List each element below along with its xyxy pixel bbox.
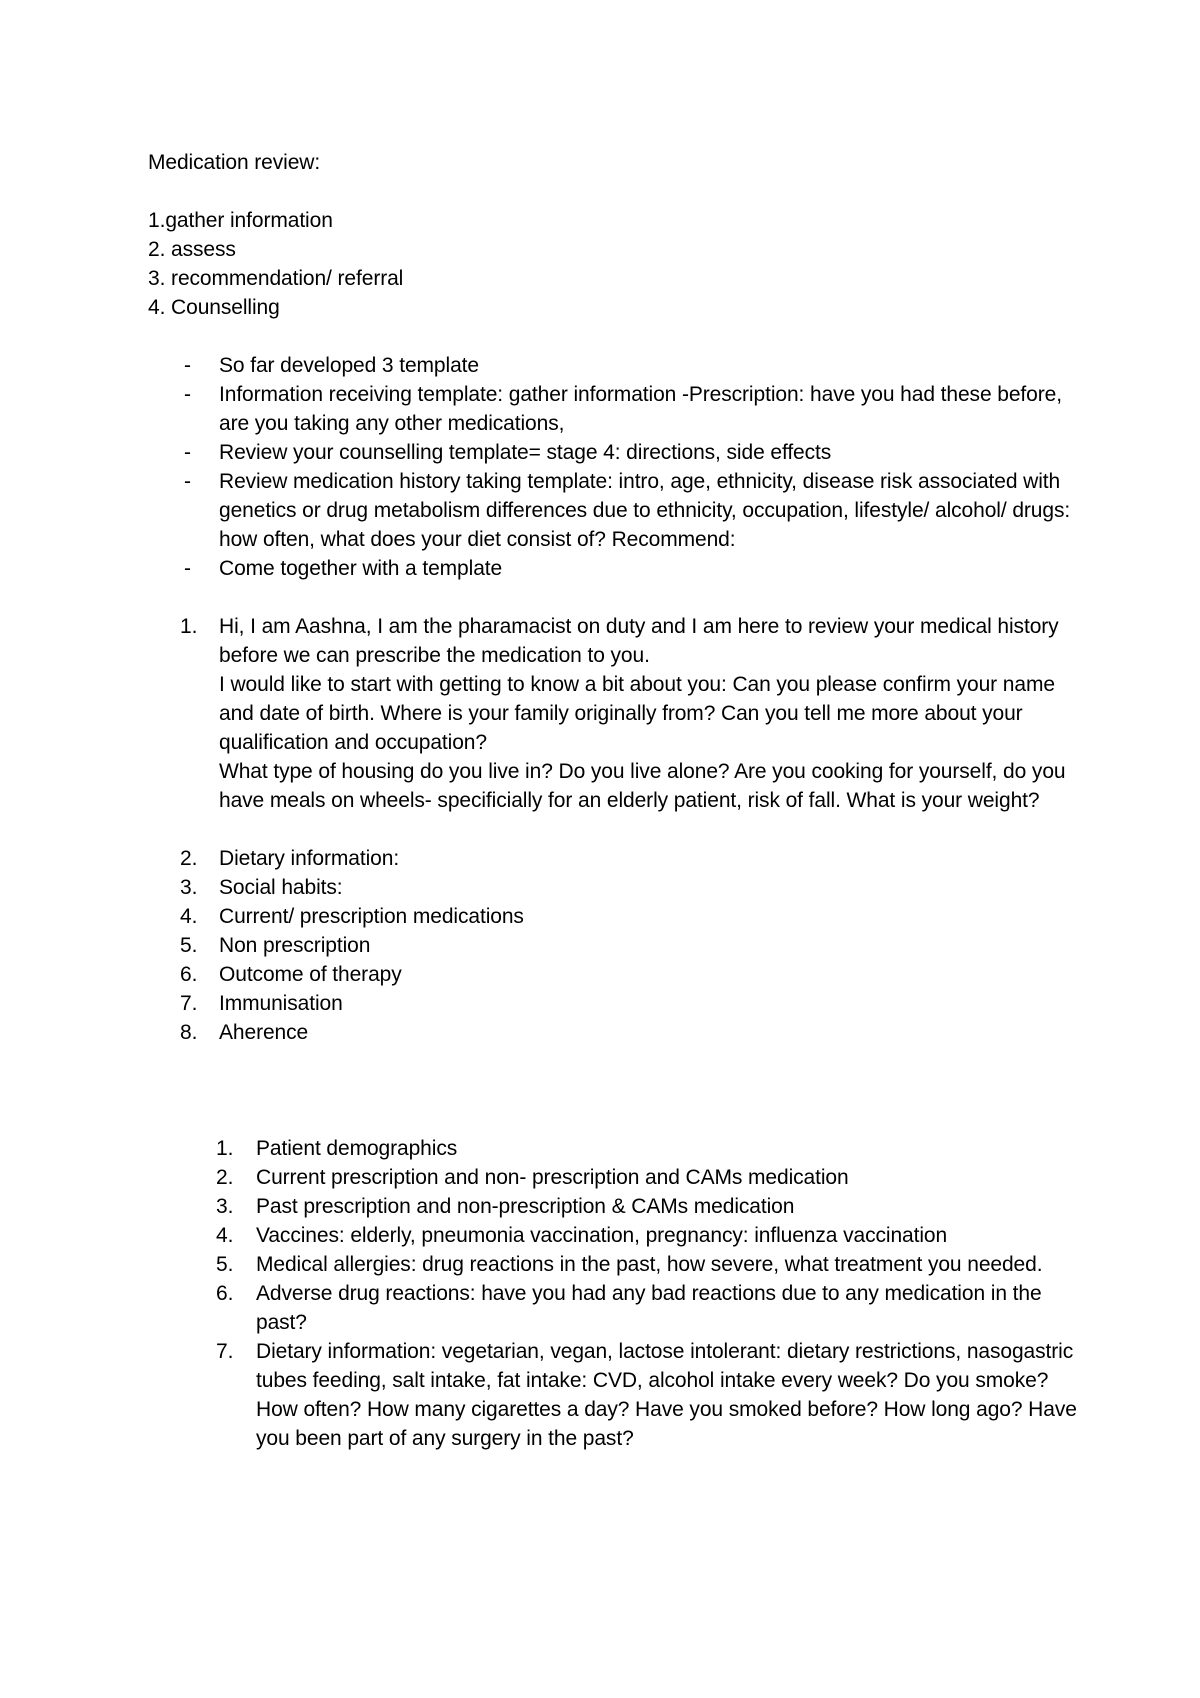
template-notes-list [148,351,1088,583]
steps-list [148,206,1088,322]
list-item [148,1250,1088,1279]
list-item [148,1134,1088,1163]
spacer [148,815,1088,844]
list-number: 7. [216,1340,234,1363]
intro-paragraph: Hi, I am Aashna, I am the pharamacist on duty and I am here to review your medical history before we can prescribe the medication to you. [219,615,1059,667]
list-item [148,351,1088,380]
document-title: Medication review: [148,151,321,174]
list-item [148,960,1088,989]
dash-marker: - [184,383,191,406]
list-item [148,1018,1088,1047]
list-item [148,989,1088,1018]
list-number: 5. [216,1253,234,1276]
spacer [148,322,1088,351]
list-item-text: Vaccines: elderly, pneumonia vaccination, pregnancy: influenza vaccination [256,1224,948,1247]
list-item-text: Current prescription and non- prescription and CAMs medication [256,1166,849,1189]
intro-paragraph: What type of housing do you live in? Do you live alone? Are you cooking for yourself, do you have meals on wheels- specificially for an elderly patient, risk of fall. What is your weight? [219,760,1066,812]
list-item-text: So far developed 3 template [219,354,479,377]
list-number: 1. [180,615,198,638]
list-item-text: Medical allergies: drug reactions in the past, how severe, what treatment you needed. [256,1253,1043,1276]
spacer [148,1047,1088,1134]
list-item-text: Come together with a template [219,557,503,580]
list-number: 8. [180,1021,198,1044]
list-number: 6. [216,1282,234,1305]
list-number: 4. [180,905,198,928]
list-item-text: Past prescription and non-prescription & CAMs medication [256,1195,795,1218]
list-item [148,1163,1088,1192]
list-item-text: Dietary information: vegetarian, vegan, lactose intolerant: dietary restrictions, nasogastric tubes feeding, salt intake, fat intake: CVD, alcohol intake every week? Do you smoke? How often? How many cigarettes a day? Have you smoked before? How long ago? Have you been part of any surgery in the past? [256,1340,1077,1450]
list-item-text: Adverse drug reactions: have you had any bad reactions due to any medication in the past? [256,1282,1042,1334]
list-item [148,844,1088,873]
list-item-text: Review your counselling template= stage 4: directions, side effects [219,441,832,464]
list-item [148,902,1088,931]
spacer [148,583,1088,612]
list-item [148,873,1088,902]
list-item [148,380,1088,438]
list-number: 5. [180,934,198,957]
list-number: 7. [180,992,198,1015]
list-item-text: Patient demographics [256,1137,458,1160]
list-item-text: Immunisation [219,992,343,1015]
intro-paragraph: I would like to start with getting to know a bit about you: Can you please confirm your name and date of birth. Where is your family originally from? Can you tell me more about your qualification and occupation? [219,673,1055,754]
list-number: 2. [216,1166,234,1189]
step-item: 1.gather information [148,209,333,232]
history-topics-list [148,612,1088,815]
history-topics-list-continued [148,844,1088,1047]
dash-marker: - [184,470,191,493]
list-item [148,467,1088,554]
dash-marker: - [184,354,191,377]
list-item-text: Social habits: [219,876,343,899]
dash-marker: - [184,441,191,464]
list-item [148,438,1088,467]
list-item [148,1221,1088,1250]
list-item-text: Aherence [219,1021,309,1044]
list-item [148,1279,1088,1337]
spacer [148,177,1088,206]
list-item [148,1337,1088,1453]
step-item: 3. recommendation/ referral [148,267,404,290]
list-item-text: Review medication history taking template: intro, age, ethnicity, disease risk associated with genetics or drug metabolism differences due to ethnicity, occupation, lifestyle/ alcohol/ drugs: how often, what does your diet consist of? Recommend: [219,470,1071,551]
list-item-text: Non prescription [219,934,371,957]
list-number: 4. [216,1224,234,1247]
list-number: 3. [216,1195,234,1218]
document-body [148,148,1088,1453]
list-item [148,612,1088,815]
list-item [148,554,1088,583]
list-item [148,931,1088,960]
dash-marker: - [184,557,191,580]
medication-history-checklist [148,1134,1088,1453]
list-number: 2. [180,847,198,870]
list-number: 1. [216,1137,234,1160]
list-item [148,1192,1088,1221]
list-item-text: Information receiving template: gather information -Prescription: have you had these before, are you taking any other medications, [219,383,1062,435]
step-item: 2. assess [148,238,236,261]
step-item: 4. Counselling [148,296,280,319]
list-item-text: Outcome of therapy [219,963,402,986]
list-number: 6. [180,963,198,986]
list-item-text: Current/ prescription medications [219,905,524,928]
list-item-text: Dietary information: [219,847,400,870]
list-number: 3. [180,876,198,899]
